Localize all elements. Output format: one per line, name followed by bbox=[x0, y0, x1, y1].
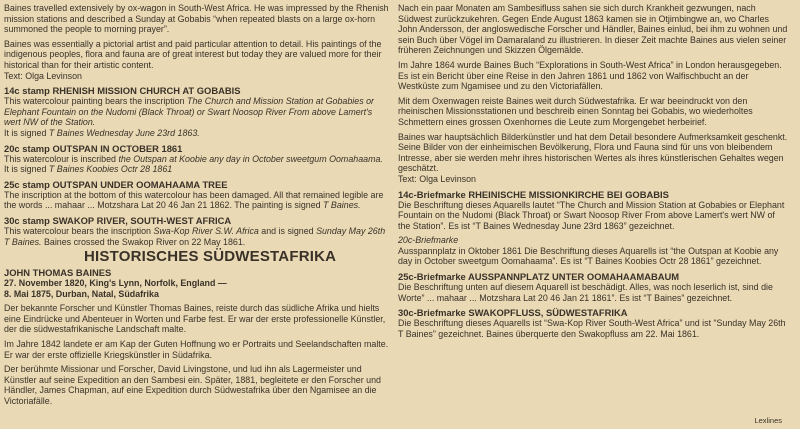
stamp-14c-signature: It is signed T Baines Wednesday June 23rd 1863. bbox=[4, 127, 200, 138]
briefmarke-30c-heading: 30c-Briefmarke SWAKOPFLUSS, SÜDWESTAFRIKA bbox=[398, 307, 628, 319]
german-paragraph-sambesi: Nach ein paar Monaten am Sambesifluss sahen sie sich durch Krankheit gezwungen, nach Südwest zurückzukehren. Gegen Ende August 1863 kamen sie in Otjimbingwe an, wo Charles John Andersson, der angloswedische Forscher und Händler, Baines einlud, bei ihm zu wohnen und sein Buch über Vögel im Damaraland zu illustrieren. In dieser Zeit machte Baines aus vielen seiner früheren Zeichnungen und Skizzen Ölgemälde. bbox=[398, 3, 788, 56]
stamp-30c-heading: 30c stamp SWAKOP RIVER, SOUTH-WEST AFRICA bbox=[4, 214, 232, 226]
stamp-14c-heading: 14c stamp RHENISH MISSION CHURCH AT GOBABIS bbox=[4, 85, 241, 97]
german-text-credit: Text: Olga Levinson bbox=[398, 173, 476, 184]
stamp-30c-description: This watercolour bears the inscription Swa-Kop River S.W. Africa and is signed Sunday May 26th T Baines. Baines crossed the Swakop River on 22 May 1861. bbox=[4, 225, 386, 247]
publisher-credit: Lexlines bbox=[754, 416, 782, 426]
english-paragraph-pictorial-artist: Baines was essentially a pictorial artist and paid particular attention to detail. His paintings of the indigenous peoples, flora and fauna are of great interest but today they are valued more for their historical than for their artistic content. bbox=[4, 38, 382, 70]
biography-death-line: 8. Mai 1875, Durban, Natal, Südafrika bbox=[4, 288, 159, 299]
english-text-credit: Text: Olga Levinson bbox=[4, 70, 82, 81]
briefmarke-20c-description: Ausspannplatz in Oktober 1861 Die Beschriftung dieses Aquarells ist “the Outspan at Koobie any day in October sweetgum Oomahaama”. Es ist “T Baines Koobies Octr 28 1861” gezeichnet. bbox=[398, 245, 779, 267]
stamp-20c-heading: 20c stamp OUTSPAN IN OCTOBER 1861 bbox=[4, 142, 183, 154]
briefmarke-20c-heading: 20c-Briefmarke bbox=[398, 235, 459, 246]
briefmarke-14c-description: Die Beschriftung dieses Aquarells lautet “The Church and Mission Station at Gobabies or Elephant Fountain on the Nudomi (Black Throat) or Swart Noosop River From above Lamert's wert NW of the Station”. Es ist “T Baines Wednesday June 23rd 1863” gezeichnet. bbox=[398, 199, 785, 231]
briefmarke-14c-heading: 14c-Briefmarke RHEINISCHE MISSIONKIRCHE BEI GOBABIS bbox=[398, 188, 669, 200]
german-paragraph-livingstone: Der berühmte Missionar und Forscher, David Livingstone, und lud ihn als Lagermeister und Künstler auf seine Expedition an den Sambesi ein. Später, 1881, begleitete er den Forscher und Händler, James Chapman, auf eine Expedition durch Südwestafrika über den Ngamisee an die Victoriafälle. bbox=[4, 364, 381, 407]
stamp-25c-description: The inscription at the bottom of this watercolour has been damaged. All that remained legible are the words ... mahaar ... Motzshara Lat 20 46 Jan 21 1862. The painting is signed T Baines. bbox=[4, 189, 384, 211]
stamp-20c-description: This watercolour is inscribed the Outspan at Koobie any day in October sweetgum Oomahaama. It is signed T Baines Koobies Octr 28 1861 bbox=[4, 153, 383, 175]
stamp-25c-heading: 25c stamp OUTSPAN UNDER OOMAHAAMA TREE bbox=[4, 178, 228, 190]
german-paragraph-kap: Im Jahre 1842 landete er am Kap der Guten Hoffnung wo er Portraits und Seelandschaften malte. Er war der erste offizielle Kriegskünstler in Südafrika. bbox=[4, 339, 389, 360]
english-paragraph-ox-wagon: Baines travelled extensively by ox-wagon in South-West Africa. He was impressed by the Rhenish mission stations and described a Sunday at Gobabis “when repeated blasts on a large ox-horn summoned the people to morning prayer”. bbox=[4, 3, 389, 35]
briefmarke-25c-heading: 25c-Briefmarke AUSSPANNPLATZ UNTER OOMAHAAMABAUM bbox=[398, 271, 680, 283]
briefmarke-30c-description: Die Beschriftung dieses Aquarells ist “Swa-Kop River South-West Africa” und ist “Sunday May 26th T Baines” gezeichnet. Baines überquerte den Swakopfluss am 22. Mai 1861. bbox=[398, 318, 786, 339]
biography-birth-line: 27. November 1820, King's Lynn, Norfolk, England — bbox=[4, 278, 227, 289]
german-paragraph-forscher: Der bekannte Forscher und Künstler Thomas Baines, reiste durch das südliche Afrika und hielts eine Eindrücke und Abenteuer in Worten und Farbe fest. Er war der erste professionelle Künstler, der die südwestafrikanische Landschaft malte. bbox=[4, 303, 386, 335]
left-column bbox=[4, 3, 390, 411]
german-paragraph-oxenwagen: Mit dem Oxenwagen reiste Baines weit durch Südwestafrika. Er war beeindruckt von den rheinischen Missionsstationen und beschreib einen Sonntag bei Gobabis, wo wiederholtes Schmettern eines grossen Oxenhornes die Leute zum Morgengebet herbeirief. bbox=[398, 95, 753, 127]
german-section-heading: HISTORISCHES SÜDWESTAFRIKA bbox=[84, 248, 337, 266]
right-column bbox=[398, 3, 788, 343]
biography-name: JOHN THOMAS BAINES bbox=[4, 267, 112, 279]
briefmarke-25c-description: Die Beschriftung unten auf diesem Aquarell ist beschädigt. Alles, was noch leserlich ist, sind die Worte” ... mahaar ... Motzshara Lat 20 46 Jan 21 1861”. Es ist “T Baines” gezeichnet. bbox=[398, 282, 773, 303]
german-paragraph-explorations-book: Im Jahre 1864 wurde Baines Buch “Explorations in South-West Africa” in London herausgegeben. Es ist ein Bericht über eine Reise in den Jahren 1861 und 1862 von Walfischbucht an der Westküste zum Ngamisee und zu den Victoriafällen. bbox=[398, 59, 782, 92]
german-paragraph-bilderkuenstler: Baines war hauptsächlich Bilderkünstler und hat dem Detail besondere Aufmerksamkeit geschenkt. Seine Bilder von der einheimischen Bevölkerung, Flora und Fauna sind für uns von bleibendem Intresse, aber sie werden mehr ihres historischen Wertes als ihres künstlerischen Gehaltes wegen geschätzt. bbox=[398, 131, 788, 174]
stamp-14c-description: This watercolour painting bears the inscription The Church and Mission Station at Gobabies or Elephant Fountain on the Nudomi (Black Throat) or Swart Noosop River From above Lamert's wert NW of the Station. bbox=[4, 96, 374, 128]
